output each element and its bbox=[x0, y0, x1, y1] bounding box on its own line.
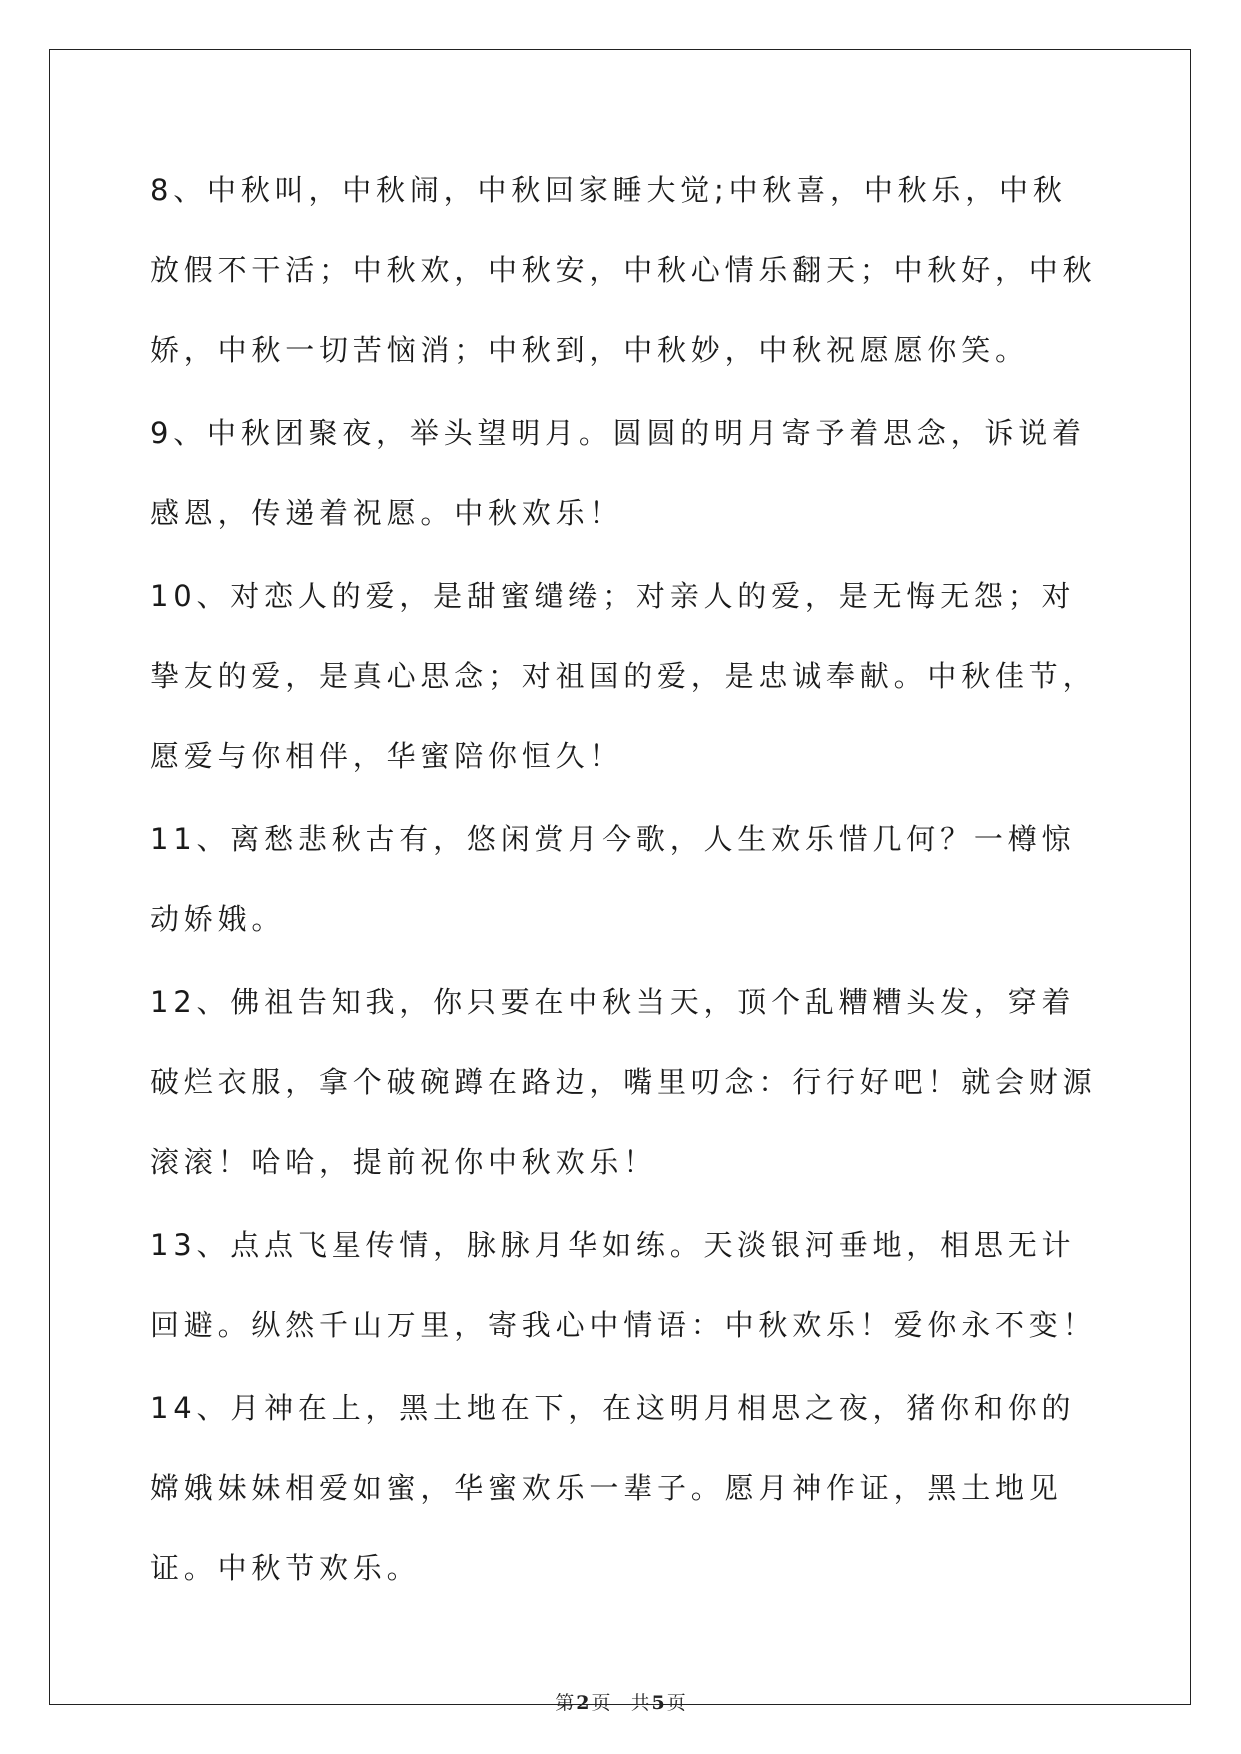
list-item: 10、对恋人的爱，是甜蜜缱绻；对亲人的爱，是无悔无怨；对挚友的爱，是真心思念；对祖国的爱，是忠诚奉献。中秋佳节，愿爱与你相伴，华蜜陪你恒久！ bbox=[150, 579, 1097, 773]
list-item: 8、中秋叫，中秋闹，中秋回家睡大觉;中秋喜，中秋乐，中秋放假不干活；中秋欢，中秋安，中秋心情乐翻天；中秋好，中秋娇，中秋一切苦恼消；中秋到，中秋妙，中秋祝愿愿你笑。 bbox=[150, 173, 1097, 367]
list-item: 12、佛祖告知我，你只要在中秋当天，顶个乱糟糟头发，穿着破烂衣服，拿个破碗蹲在路边，嘴里叨念：行行好吧！就会财源滚滚！哈哈，提前祝你中秋欢乐！ bbox=[150, 985, 1097, 1179]
list-item: 13、点点飞星传情，脉脉月华如练。天淡银河垂地，相思无计回避。纵然千山万里，寄我心中情语：中秋欢乐！爱你永不变！ bbox=[150, 1228, 1097, 1342]
total-prefix: 共 bbox=[630, 1692, 650, 1714]
total-suffix: 页 bbox=[666, 1692, 686, 1714]
current-page-number: 2 bbox=[576, 1692, 590, 1714]
total-pages-number: 5 bbox=[651, 1692, 665, 1714]
page-footer bbox=[0, 1688, 1241, 1715]
page-prefix: 第 bbox=[555, 1692, 575, 1714]
list-item: 9、中秋团聚夜，举头望明月。圆圆的明月寄予着思念，诉说着感恩，传递着祝愿。中秋欢乐！ bbox=[150, 416, 1086, 530]
document-body bbox=[150, 150, 1100, 1611]
list-item: 14、月神在上，黑土地在下，在这明月相思之夜，猪你和你的嫦娥妹妹相爱如蜜，华蜜欢乐一辈子。愿月神作证，黑土地见证。中秋节欢乐。 bbox=[150, 1391, 1076, 1585]
list-item: 11、离愁悲秋古有，悠闲赏月今歌，人生欢乐惜几何？一樽惊动娇娥。 bbox=[150, 822, 1076, 936]
page-suffix: 页 bbox=[591, 1692, 611, 1714]
